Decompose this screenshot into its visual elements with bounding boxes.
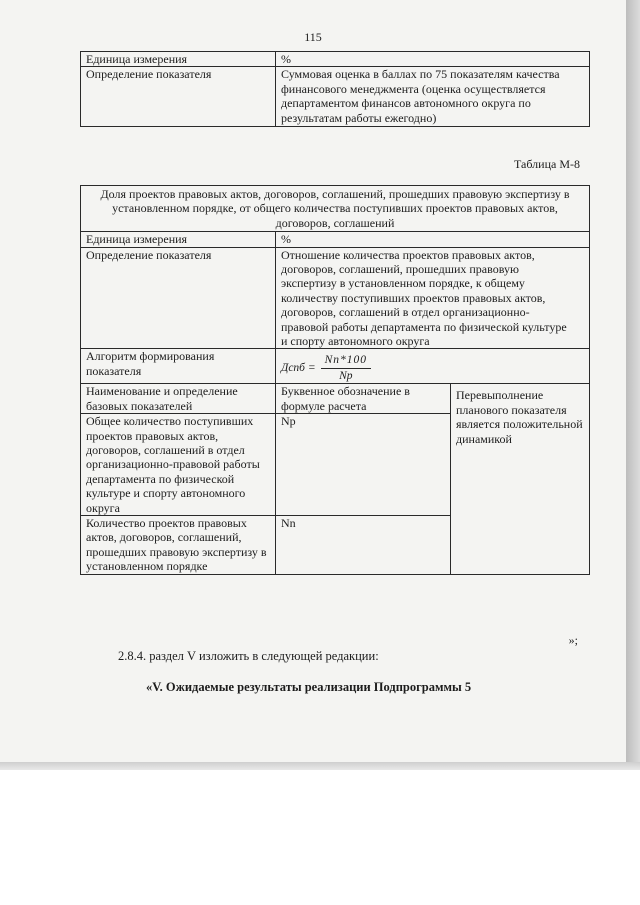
table-row bbox=[81, 67, 590, 127]
indicator-table-m8 bbox=[80, 185, 590, 575]
table-row bbox=[81, 384, 590, 414]
header-symbol-cell: Буквенное обозначение в формуле расчета bbox=[276, 384, 451, 414]
unit-label-cell: Единица измерения bbox=[81, 232, 276, 247]
page-bottom-shadow bbox=[0, 762, 640, 770]
table-row bbox=[81, 349, 590, 384]
formula bbox=[281, 349, 584, 383]
table-caption: Таблица М-8 bbox=[514, 157, 580, 171]
formula-fraction bbox=[321, 353, 371, 383]
unit-label-cell: Единица измерения bbox=[81, 52, 276, 67]
definition-label-cell: Определение показателя bbox=[81, 67, 276, 127]
table-row bbox=[81, 52, 590, 67]
formula-cell bbox=[276, 349, 590, 384]
row-symbol-cell: Nn bbox=[276, 515, 451, 574]
table-row bbox=[81, 232, 590, 247]
definition-label-cell: Определение показателя bbox=[81, 247, 276, 349]
definition-value-cell: Отношение количества проектов правовых актов, договоров, соглашений, прошедших правовую экспертизу в установленном порядке, к общему количеству поступивших проектов правовых актов, договоров, соглашений в отдел организационно-правовой работы департамента по физической культуре и спорту автономного округа bbox=[276, 247, 590, 349]
formula-numerator: Nn*100 bbox=[321, 353, 371, 368]
section-heading: «V. Ожидаемые результаты реализации Подпрограммы 5 bbox=[146, 680, 472, 694]
unit-value-cell: % bbox=[276, 52, 590, 67]
closing-quote: »; bbox=[568, 633, 578, 647]
row-symbol-cell: Np bbox=[276, 414, 451, 516]
row-name-cell: Общее количество поступивших проектов правовых актов, договоров, соглашений в отдел организационно-правовой работы департамента по физической культуре и спорту автономного округа bbox=[81, 414, 276, 516]
header-note-cell bbox=[451, 384, 590, 574]
definition-value-cell: Суммовая оценка в баллах по 75 показателям качества финансового менеджмента (оценка осуществляется департаментом финансов автономного округа по результатам работы ежегодно) bbox=[276, 67, 590, 127]
formula-lhs: Дспб = bbox=[281, 362, 316, 375]
header-name-cell: Наименование и определение базовых показателей bbox=[81, 384, 276, 414]
amendment-paragraph: 2.8.4. раздел V изложить в следующей редакции: bbox=[118, 649, 379, 663]
page-edge-shadow bbox=[626, 0, 640, 770]
row-name-cell: Количество проектов правовых актов, договоров, соглашений, прошедших правовую экспертизу в установленном порядке bbox=[81, 515, 276, 574]
unit-value-cell: % bbox=[276, 232, 590, 247]
indicator-table-continued bbox=[80, 51, 590, 127]
table-row bbox=[81, 247, 590, 349]
table-row bbox=[81, 186, 590, 232]
indicator-title-cell: Доля проектов правовых актов, договоров, соглашений, прошедших правовую экспертизу в установленном порядке, от общего количества поступивших проектов правовых актов, договоров, соглашений bbox=[81, 186, 590, 232]
page-number: 115 bbox=[304, 30, 322, 44]
algorithm-label-cell: Алгоритм формирования показателя bbox=[81, 349, 276, 384]
positive-dynamics-note: Перевыполнение планового показателя является положительной динамикой bbox=[456, 388, 583, 446]
formula-denominator: Np bbox=[339, 369, 353, 382]
